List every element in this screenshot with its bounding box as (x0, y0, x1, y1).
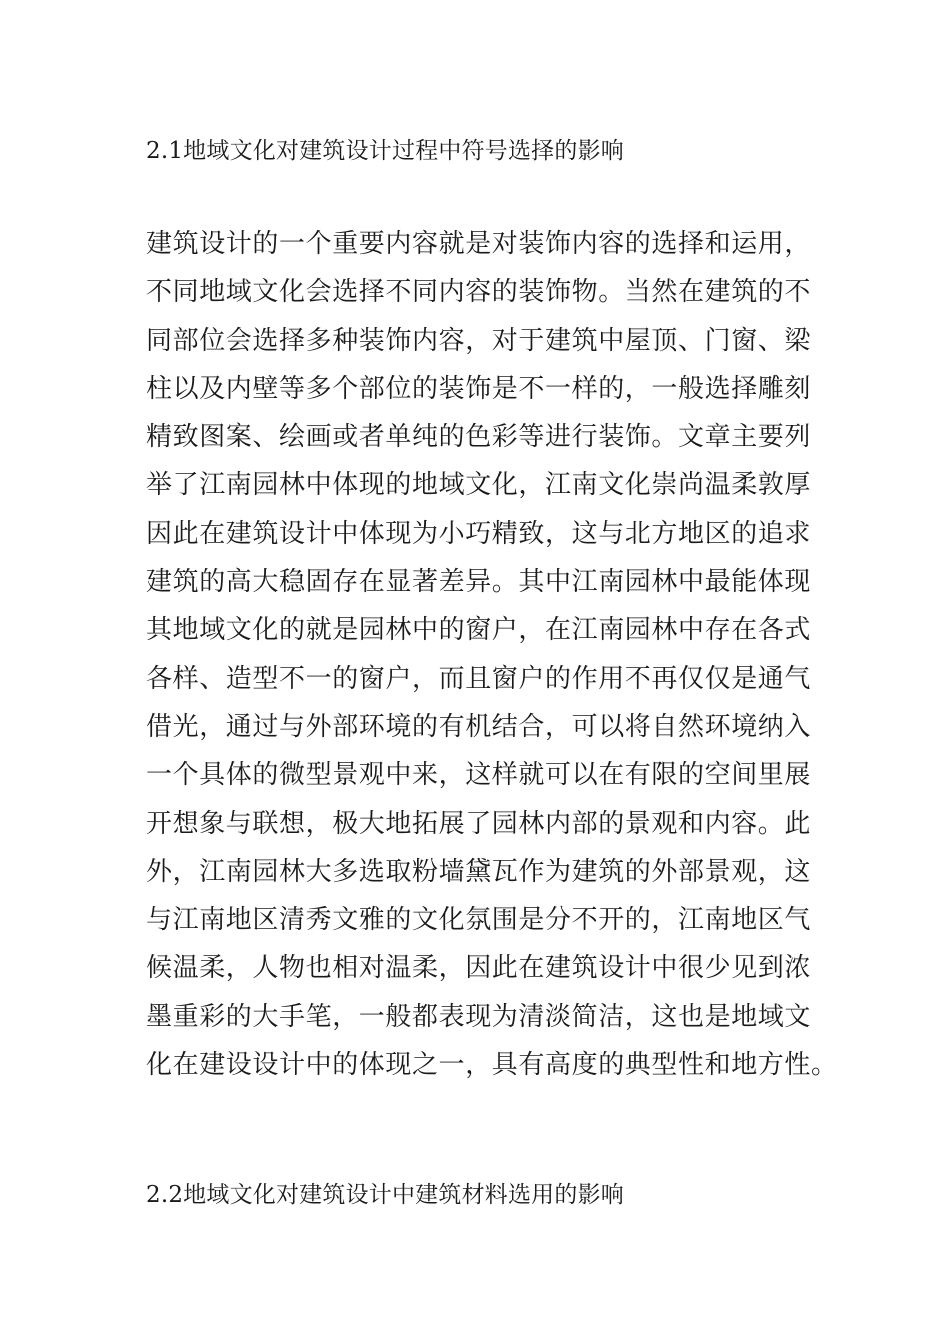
paragraph-line: 建筑的高大稳固存在显著差异。其中江南园林中最能体现 (146, 567, 812, 598)
section-heading-2-1: 2.1地域文化对建筑设计过程中符号选择的影响 (146, 138, 624, 164)
paragraph-line: 候温柔，人物也相对温柔，因此在建筑设计中很少见到浓 (146, 953, 812, 984)
paragraph-line: 借光，通过与外部环境的有机结合，可以将自然环境纳入 (146, 711, 812, 742)
paragraph-line: 因此在建筑设计中体现为小巧精致，这与北方地区的追求 (146, 518, 812, 549)
paragraph-line: 墨重彩的大手笔，一般都表现为清淡简洁，这也是地域文 (146, 1001, 812, 1032)
paragraph-line: 柱以及内壁等多个部位的装饰是不一样的，一般选择雕刻 (146, 373, 812, 404)
paragraph-line: 一个具体的微型景观中来，这样就可以在有限的空间里展 (146, 760, 812, 791)
section-heading-2-2: 2.2地域文化对建筑设计中建筑材料选用的影响 (146, 1182, 624, 1208)
paragraph-line: 化在建设设计中的体现之一，具有高度的典型性和地方性。 (146, 1050, 838, 1081)
paragraph-line: 外，江南园林大多选取粉墙黛瓦作为建筑的外部景观，这 (146, 856, 812, 887)
paragraph-line: 各样、造型不一的窗户，而且窗户的作用不再仅仅是通气 (146, 663, 812, 694)
paragraph-line: 其地域文化的就是园林中的窗户，在江南园林中存在各式 (146, 615, 812, 646)
paragraph-line: 不同地域文化会选择不同内容的装饰物。当然在建筑的不 (146, 277, 812, 308)
paragraph-line: 同部位会选择多种装饰内容，对于建筑中屋顶、门窗、梁 (146, 325, 812, 356)
paragraph-line: 精致图案、绘画或者单纯的色彩等进行装饰。文章主要列 (146, 422, 812, 453)
paragraph-line: 与江南地区清秀文雅的文化氛围是分不开的，江南地区气 (146, 905, 812, 936)
section-paragraph-2-1 (146, 220, 838, 1089)
paragraph-line: 建筑设计的一个重要内容就是对装饰内容的选择和运用， (146, 229, 812, 259)
paragraph-line: 举了江南园林中体现的地域文化，江南文化崇尚温柔敦厚 (146, 470, 812, 501)
paragraph-line: 开想象与联想，极大地拓展了园林内部的景观和内容。此 (146, 808, 812, 839)
